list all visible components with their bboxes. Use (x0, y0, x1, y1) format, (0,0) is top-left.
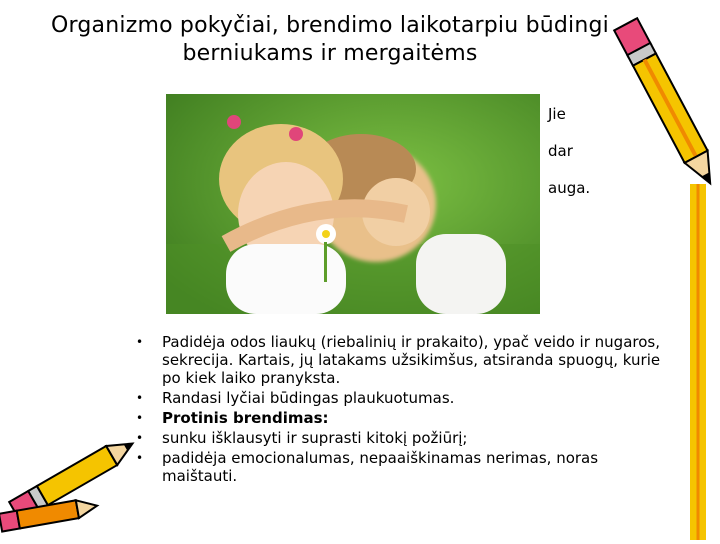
bullet-symbol: • (136, 411, 144, 425)
title-line-2: berniukams ir mergaitėms (182, 41, 478, 66)
side-caption-line-1: Jie (548, 105, 566, 123)
side-caption-line-3: auga. (548, 179, 591, 197)
bullet-text: Padidėja odos liaukų (riebalinių ir prakaito), ypač veido ir nugaros, sekrecija. Kartais, jų latakams užsikimšus, atsiranda spuogų, kurie po kiek laiko pranyksta. (162, 333, 661, 387)
bullet-symbol: • (136, 335, 144, 349)
bullet-item (130, 333, 670, 387)
children-photo (166, 94, 540, 314)
pencil-icon (610, 4, 720, 540)
title-line-1: Organizmo pokyčiai, brendimo laikotarpiu būdingi (51, 13, 609, 38)
bullet-symbol: • (136, 451, 144, 465)
bullet-text: sunku išklausyti ir suprasti kitokį požiūrį; (162, 429, 468, 447)
bullet-item (130, 389, 670, 407)
bullet-text-bold: Protinis brendimas: (162, 409, 329, 427)
bullet-text: Randasi lyčiai būdingas plaukuotumas. (162, 389, 455, 407)
bullet-list (130, 333, 670, 487)
slide-title (40, 12, 620, 68)
bullet-text: padidėja emocionalumas, nepaaiškinamas nerimas, noras maištauti. (162, 449, 599, 485)
bullet-item (130, 429, 670, 447)
pencils-icon (0, 420, 170, 540)
bullet-item (130, 449, 670, 485)
bullet-symbol: • (136, 431, 144, 445)
side-caption-line-2: dar (548, 142, 573, 160)
bullet-item (130, 409, 670, 427)
bullet-symbol: • (136, 391, 144, 405)
